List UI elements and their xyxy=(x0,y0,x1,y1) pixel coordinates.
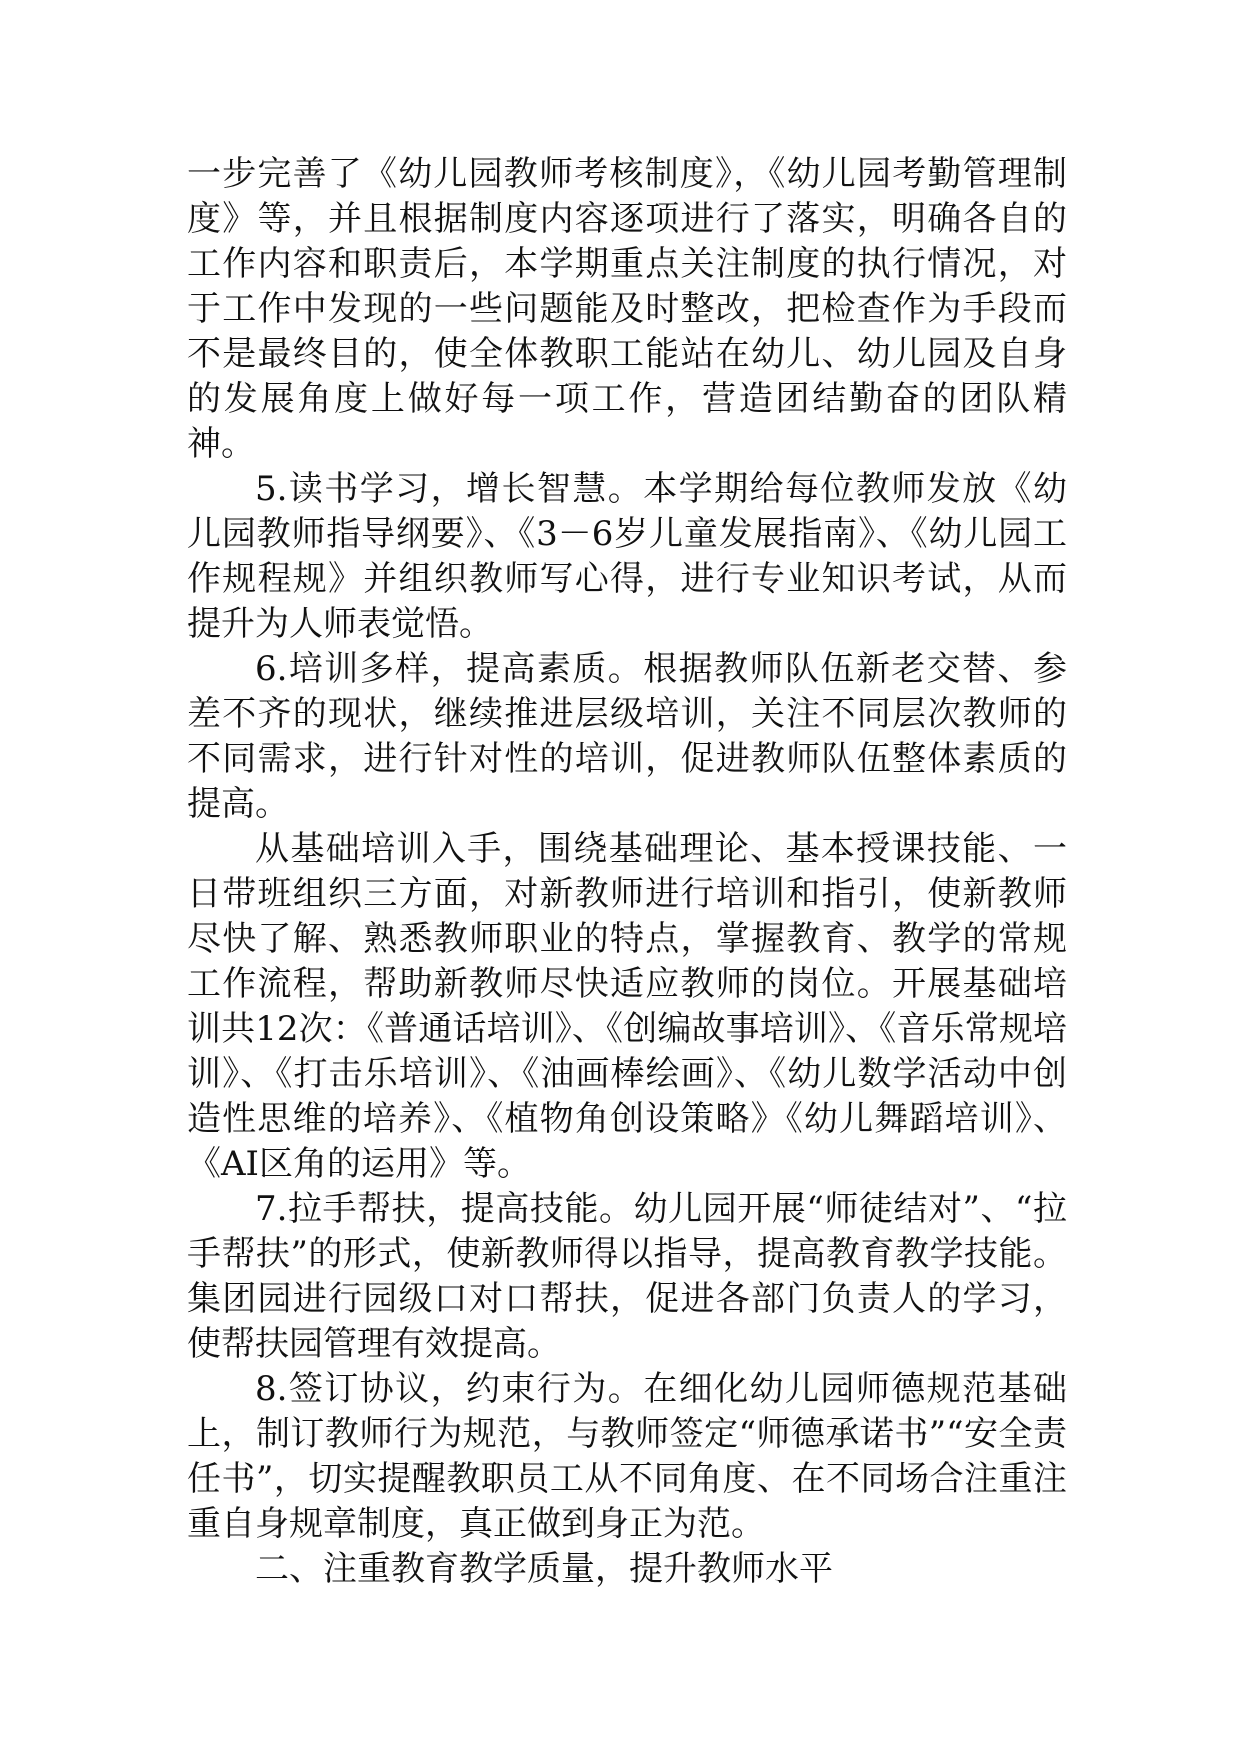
section-heading: 二、注重教育教学质量，提升教师水平 xyxy=(255,1549,833,1589)
paragraph-2: 5.读书学习，增长智慧。本学期给每位教师发放《幼儿园教师指导纲要》、《3－6岁儿童发展指南》、《幼儿园工作规程规》并组织教师写心得，进行专业知识考试，从而提升为人师表觉悟。 xyxy=(187,469,1067,644)
paragraph-1: 一步完善了《幼儿园教师考核制度》，《幼儿园考勤管理制度》等，并且根据制度内容逐项进行了落实，明确各自的工作内容和职责后，本学期重点关注制度的执行情况，对于工作中发现的一些问题能及时整改，把检查作为手段而不是最终目的，使全体教职工能站在幼儿、幼儿园及自身的发展角度上做好每一项工作，营造团结勤奋的团队精神。 xyxy=(187,154,1067,464)
document-body xyxy=(187,152,1067,1592)
paragraph-4: 从基础培训入手，围绕基础理论、基本授课技能、一日带班组织三方面，对新教师进行培训和指引，使新教师尽快了解、熟悉教师职业的特点，掌握教育、教学的常规工作流程，帮助新教师尽快适应教师的岗位。开展基础培训共12次：《普通话培训》、《创编故事培训》、《音乐常规培训》、《打击乐培训》、《油画棒绘画》、《幼儿数学活动中创造性思维的培养》、《植物角创设策略》《幼儿舞蹈培训》、《AI区角的运用》等。 xyxy=(187,829,1067,1184)
paragraph-3: 6.培训多样，提高素质。根据教师队伍新老交替、参差不齐的现状，继续推进层级培训，关注不同层次教师的不同需求，进行针对性的培训，促进教师队伍整体素质的提高。 xyxy=(187,649,1067,824)
paragraph-5: 7.拉手帮扶，提高技能。幼儿园开展“师徒结对”、“拉手帮扶”的形式，使新教师得以指导，提高教育教学技能。集团园进行园级口对口帮扶，促进各部门负责人的学习，使帮扶园管理有效提高。 xyxy=(187,1189,1067,1364)
paragraph-6: 8.签订协议，约束行为。在细化幼儿园师德规范基础上，制订教师行为规范，与教师签定“师德承诺书”“安全责任书”，切实提醒教职员工从不同角度、在不同场合注重注重自身规章制度，真正做到身正为范。 xyxy=(187,1369,1067,1544)
